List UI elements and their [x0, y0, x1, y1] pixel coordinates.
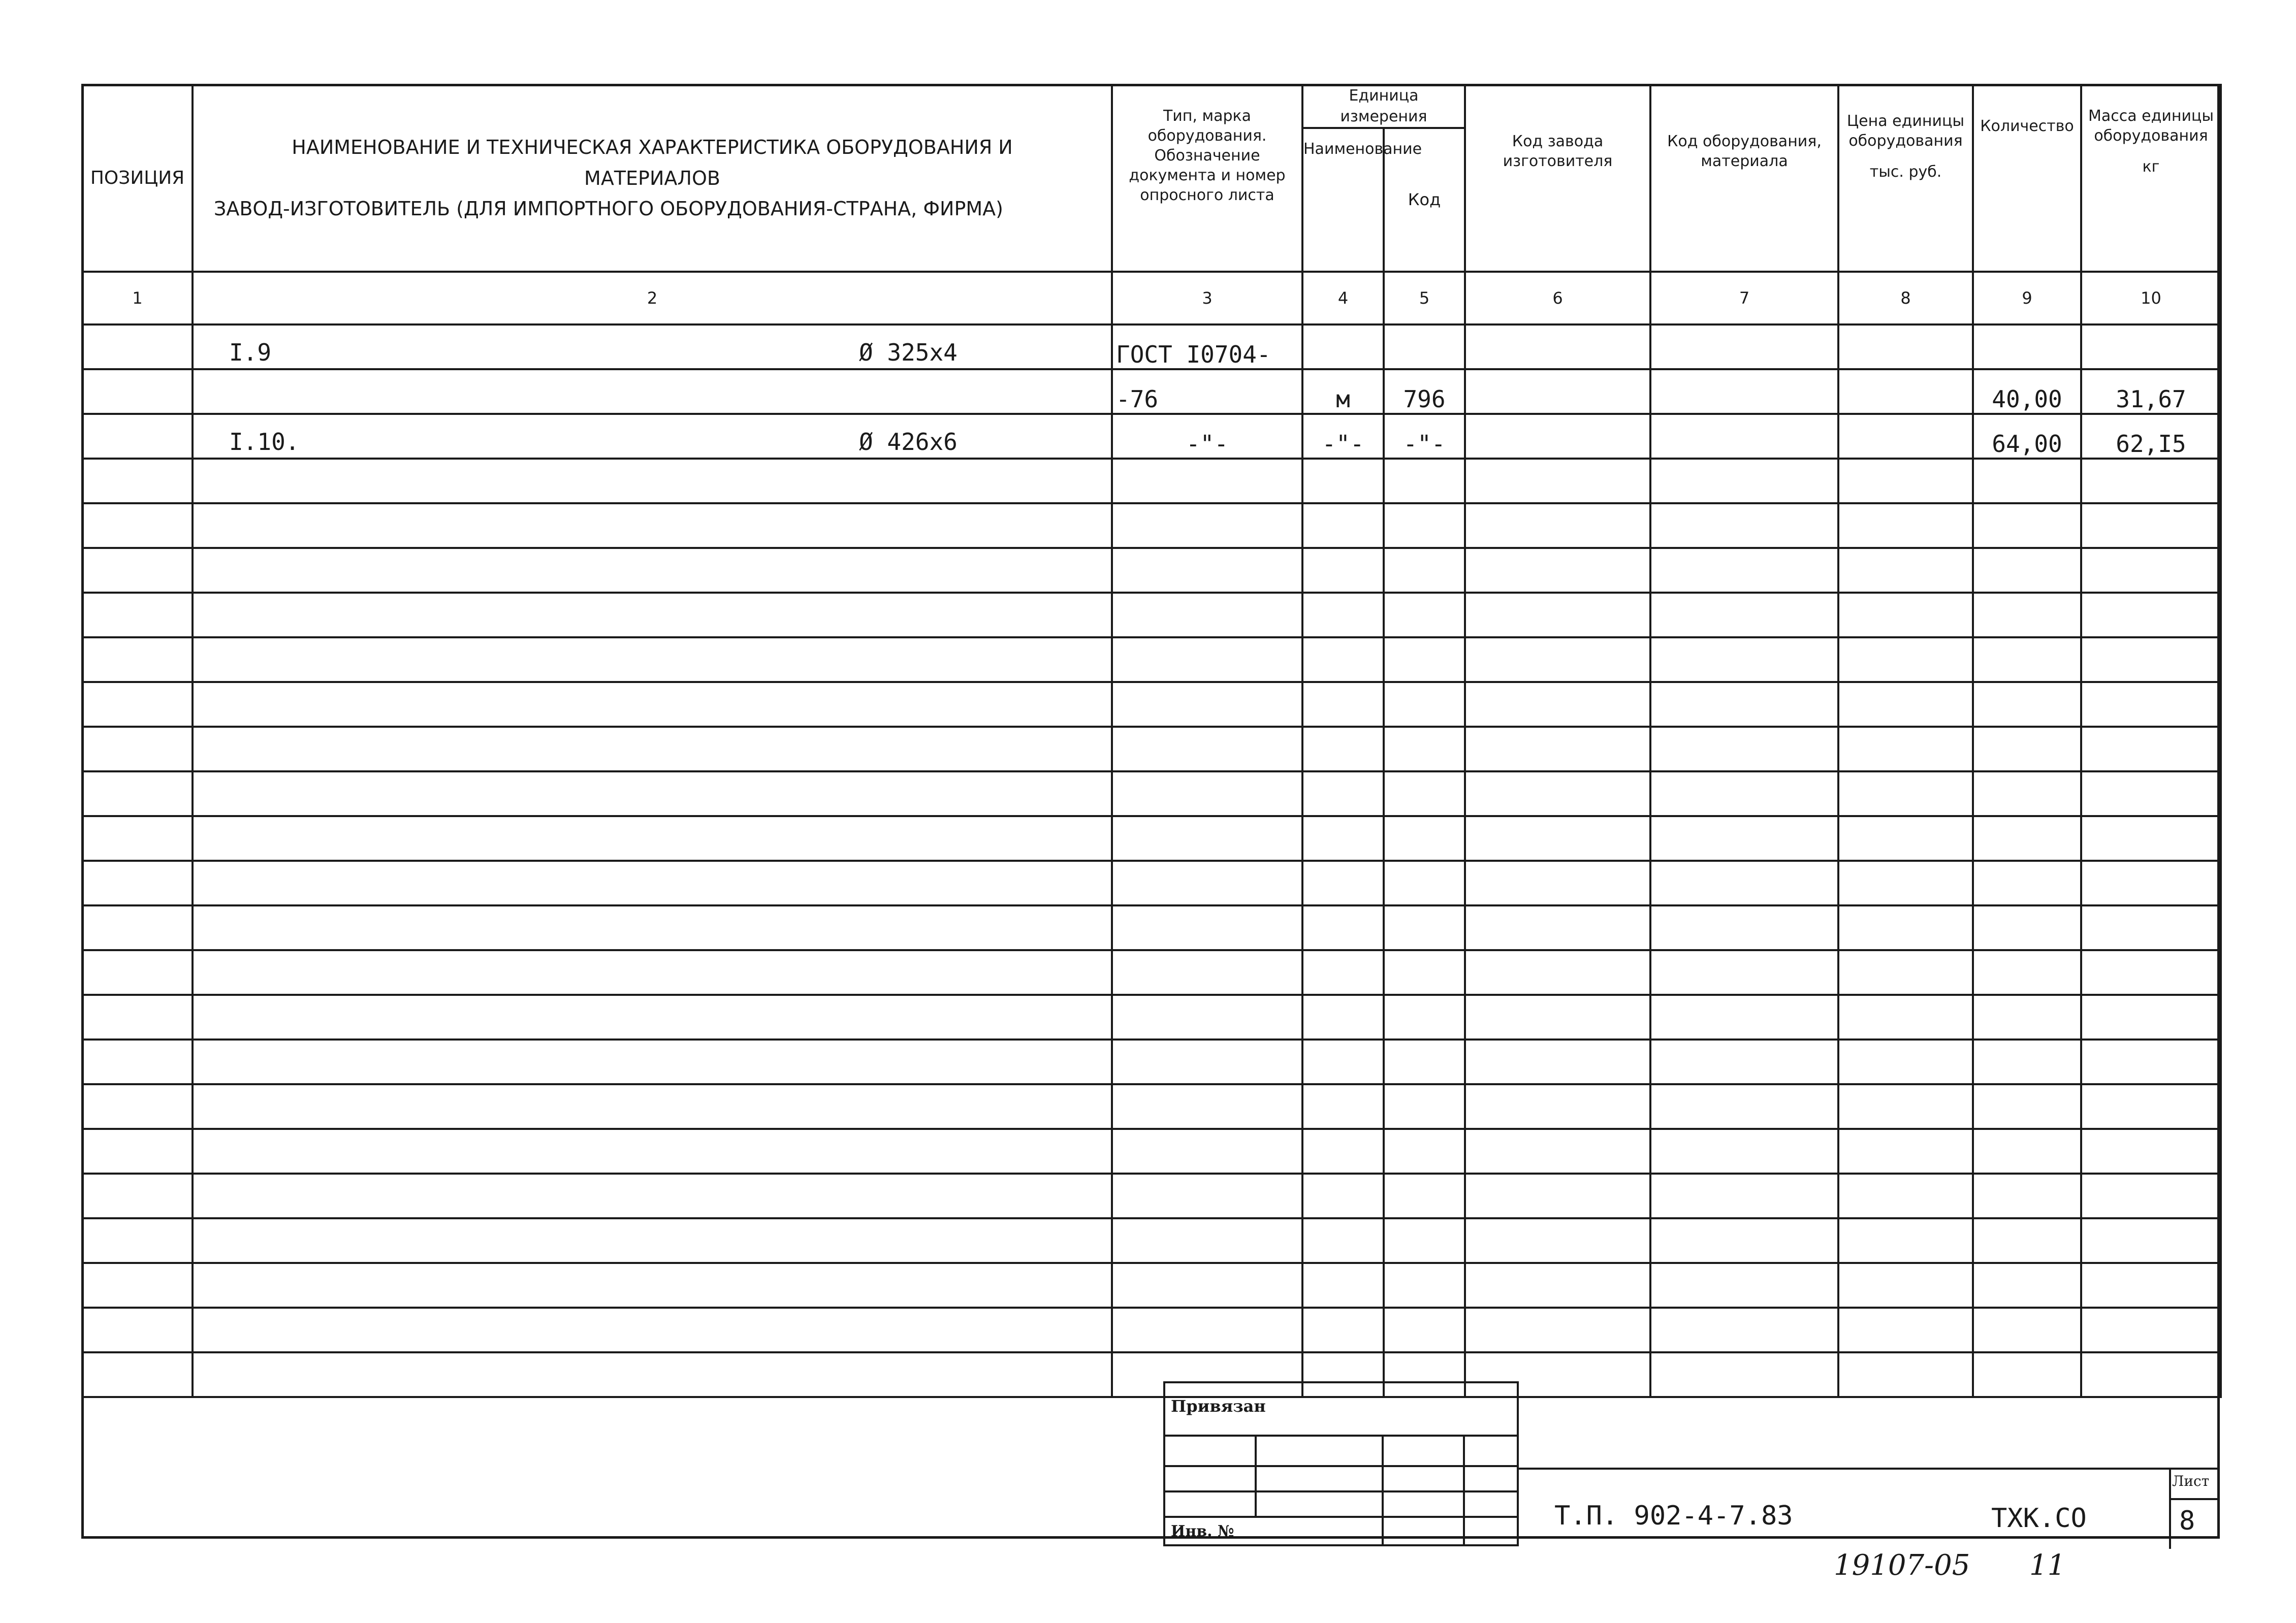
item-name: I.10.	[229, 428, 300, 456]
colnum-7: 7	[1650, 272, 1838, 324]
cell-doc: ГОСТ I0704-	[1112, 324, 1302, 369]
sheet-number: 8	[2179, 1506, 2195, 1536]
cell-code: -"-	[1384, 414, 1465, 459]
header-name-line3: ЗАВОД-ИЗГОТОВИТЕЛЬ (ДЛЯ ИМПОРТНОГО ОБОРУДОВАНИЯ-СТРАНА, ФИРМА)	[214, 198, 1003, 220]
header-mass-unit: кг	[2142, 158, 2160, 176]
header-name-line2: МАТЕРИАЛОВ	[584, 167, 720, 189]
cell-mass: 31,67	[2081, 369, 2221, 414]
colnum-6: 6	[1465, 272, 1650, 324]
item-dimension: Ø 426x6	[859, 428, 958, 456]
colnum-1: 1	[82, 272, 193, 324]
header-unit-name: Наименование	[1302, 128, 1384, 272]
colnum-4: 4	[1302, 272, 1384, 324]
document-code: Т.П. 902-4-7.83	[1554, 1501, 1793, 1531]
colnum-8: 8	[1838, 272, 1973, 324]
cell-qty: 40,00	[1973, 369, 2081, 414]
item-name: I.9	[229, 339, 272, 366]
inventory-label: Инв. №	[1171, 1522, 1234, 1540]
cell-code: 796	[1384, 369, 1465, 414]
header-quantity: Количество	[1973, 85, 2081, 272]
header-position: ПОЗИЦИЯ	[82, 85, 193, 272]
header-price-unit: тыс. руб.	[1869, 163, 1942, 181]
cell-mass: 62,I5	[2081, 414, 2221, 459]
item-dimension: Ø 325x4	[859, 339, 958, 366]
sheet-frame	[81, 84, 2220, 1539]
header-equipment-code: Код оборудования, материала	[1650, 85, 1838, 272]
header-price-label: Цена единицы оборудования	[1846, 112, 1965, 150]
header-mass-label: Масса единицы оборудования	[2088, 107, 2214, 145]
section-code: ТХК.СО	[1991, 1503, 2087, 1534]
cell-unit: -"-	[1302, 414, 1384, 459]
header-unit-group: Единица измерения	[1302, 85, 1465, 128]
header-type: Тип, марка оборудования. Обозначение документа и номер опросного листа	[1112, 85, 1302, 272]
binding-label: Привязан	[1171, 1397, 1266, 1416]
header-name-line1: НАИМЕНОВАНИЕ И ТЕХНИЧЕСКАЯ ХАРАКТЕРИСТИКА ОБОРУДОВАНИЯ И	[292, 136, 1013, 158]
sheet-label: Лист	[2172, 1473, 2210, 1489]
colnum-10: 10	[2081, 272, 2221, 324]
cell-doc: -76	[1112, 369, 1302, 414]
colnum-2: 2	[193, 272, 1112, 324]
cell-doc: -"-	[1112, 414, 1302, 459]
colnum-9: 9	[1973, 272, 2081, 324]
header-factory-code: Код завода изготовителя	[1465, 85, 1650, 272]
cell-unit: м	[1302, 369, 1384, 414]
colnum-3: 3	[1112, 272, 1302, 324]
archive-page: 11	[2029, 1549, 2066, 1582]
cell-qty: 64,00	[1973, 414, 2081, 459]
header-unit-code: Код	[1384, 128, 1465, 272]
archive-number: 19107-05	[1834, 1549, 1970, 1582]
colnum-5: 5	[1384, 272, 1465, 324]
